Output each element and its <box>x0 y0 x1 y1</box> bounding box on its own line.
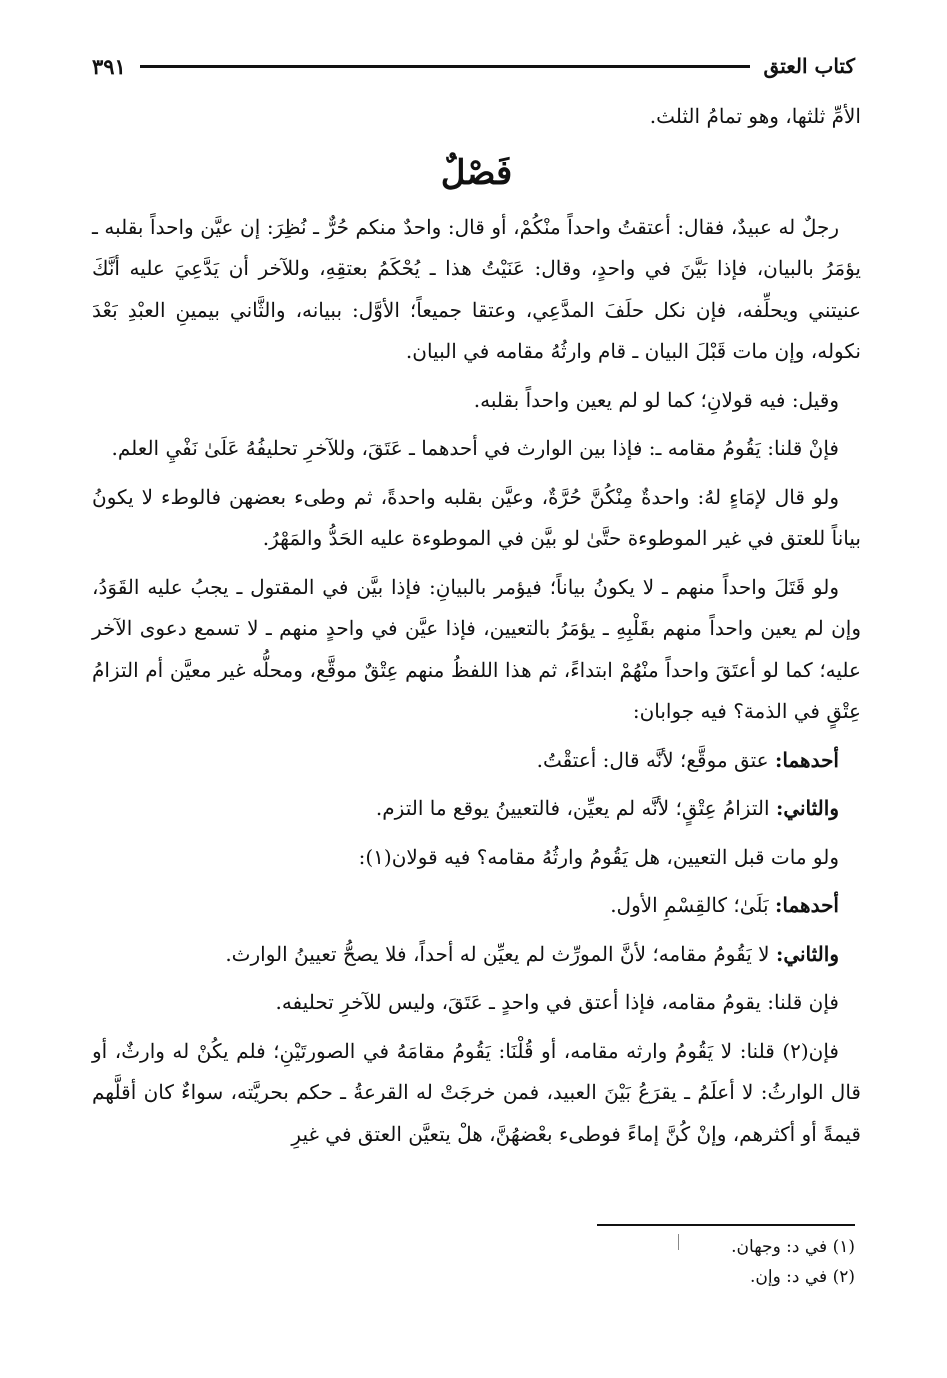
footnote-1: (١) في د: وجهان. <box>731 1237 855 1257</box>
paragraph: فإن(٢) قلنا: لا يَقُومُ وارثه مقامه، أو قُلْنَا: يَقُومُ مقامَهُ في الصورتَيْنِ؛ فلم يكُنْ له وارثٌ، أو قال الوارثُ: لا أعلَمُ ـ يقرَعُ بَيْنَ العبيد، فمن خرجَتْ له القرعةُ ـ حكم بحريَّته، سواءٌ كان أقلَّهم قيمةً أو أكثرهم، وإنْ كُنَّ إماءً فوطىء بعْضهُنَّ، هلْ يتعيَّن العتق في غيرِ <box>92 1038 861 1146</box>
header-rule <box>140 65 750 68</box>
paragraph-text: عتق موقَّع؛ لأنَّه قال: أعتقْتُ. <box>536 747 775 772</box>
paragraph <box>92 934 861 976</box>
paragraph-lead: أحدهما: <box>774 893 839 917</box>
paragraph-lead: والثاني: <box>775 941 839 966</box>
paragraph <box>92 788 861 830</box>
page-header <box>92 46 855 86</box>
section-heading: فَصْلٌ <box>440 152 513 193</box>
running-title: كتاب العتق <box>763 54 855 78</box>
paragraph: وقيل: فيه قولانِ؛ كما لو لم يعين واحداً بقلبه. <box>473 387 839 412</box>
paragraph-text: بَلَىٰ؛ كالقِسْمِ الأول. <box>610 893 775 917</box>
paragraph <box>92 885 861 927</box>
paragraph: فإنْ قلنا: يَقُومُ مقامه ـ: فإذا بين الوارث في أحدهما ـ عَتَقَ، وللآخرِ تحليفُهُ عَلَىٰ نَفْيِ العلم. <box>111 436 839 460</box>
body-text <box>92 96 861 1162</box>
paragraph: ولو مات قبل التعيين، هل يَقُومُ وارثُهُ مقامه؟ فيه قولان(١): <box>358 844 839 869</box>
paragraph-lead: والثاني: <box>775 796 839 820</box>
paragraph <box>92 740 861 782</box>
footnotes <box>455 1232 855 1292</box>
paragraph: ولو قال لإمَاءٍ لهُ: واحدةٌ مِنْكُنَّ حُرَّةٌ، وعيَّن بقلبه واحدةً، ثم وطىء بعضهن فالوطء لا يكونُ بياناً للعتق في غير الموطوءة حتَّىٰ لو بيَّن في الموطوءة عليه الحَدُّ والمَهْرُ. <box>92 484 861 550</box>
paragraph: رجلٌ له عبيدٌ، فقال: أعتقتُ واحداً منْكُمْ، أو قال: واحدٌ منكم حُرٌّ ـ نُظِرَ: إن عيَّن واحداً بقلبه ـ يؤمَرُ بالبيان، فإذا بَيَّنَ في واحدٍ، وقال: عَنَيْتُ هذا ـ يُحْكَمُ بعتقِهِ، وللآخر أن يَدَّعِيَ عليه أنَّكَ عنيتني ويحلِّفه، فإن نكل حلَفَ المدَّعِي، وعتقا جميعاً؛ الأوَّل: ببيانه، والثَّاني بيمينِ العبْدِ بَعْدَ نكوله، وإن مات قَبْلَ البيان ـ قام وارثُهُ مقامه في البيان. <box>92 214 861 363</box>
paragraph: ولو قَتَلَ واحداً منهم ـ لا يكونُ بياناً؛ فيؤمر بالبيانِ: فإذا بيَّن في المقتول ـ يجبُ عليه القَوَدُ، وإن لم يعين واحداً منهم بقَلْبِهِ ـ يؤمَرُ بالتعيين، فإذا عيَّن في واحدٍ منهم ـ لا تسمع دعوى الآخر عليه؛ كما لو أعتَقَ واحداً منْهُمْ ابتداءً، ثم هذا اللفظُ منهم عِتْقٌ موقَّع، ومحلُّه غير معيَّن أم التزامُ عِتْقٍ في الذمة؟ فيه جوابان: <box>92 574 861 723</box>
paragraph-text: لا يَقُومُ مقامه؛ لأنَّ المورِّث لم يعيِّن له أحداً، فلا يصحُّ تعيينُ الوارث. <box>225 941 776 966</box>
paragraph-text: التزامُ عِتْقٍ؛ لأنَّه لم يعيِّن، فالتعيينُ يوقع ما التزم. <box>375 796 776 820</box>
paragraph: الأمِّ ثلثها، وهو تمامُ الثلث. <box>649 104 861 128</box>
paragraph-lead: أحدهما: <box>774 747 839 772</box>
footnote-2: (٢) في د: وإن. <box>749 1267 855 1287</box>
paragraph: فإن قلنا: يقومُ مقامه، فإذا أعتق في واحدٍ ـ عَتَقَ، وليس للآخرِ تحليفه. <box>275 990 839 1014</box>
footnote-separator <box>597 1224 855 1226</box>
page-number: ٣٩١ <box>92 53 126 79</box>
